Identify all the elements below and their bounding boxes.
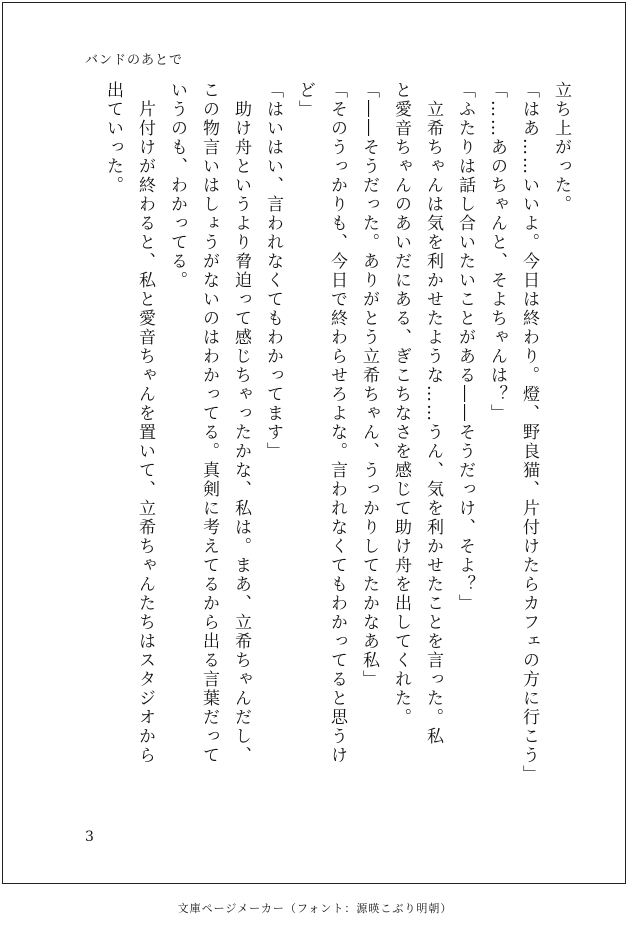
text-line: いうのも、わかってる。 [167, 81, 187, 290]
running-title: バンドのあとで [85, 53, 184, 68]
text-line: 片付けが終わると、私と愛音ちゃんを置いて、立希ちゃんたちはスタジオから [135, 81, 155, 765]
text-line: 「ふたりは話し合いたいことがある――そうだっけ、そよ？」 [455, 81, 475, 613]
text-line: 「――そうだった。ありがとう立希ちゃん、うっかりしてたかなあ私」 [359, 81, 379, 689]
text-line: と愛音ちゃんのあいだにある、ぎこちなさを感じて助け舟を出してくれた。 [391, 81, 411, 727]
page-number: 3 [85, 829, 94, 845]
text-line: 「そのうっかりも、今日で終わらせろよな。言われなくてもわかってると思うけ [327, 81, 347, 765]
text-line: 出ていった。 [103, 81, 123, 195]
text-line: 「はいはい、言われなくてもわかってます」 [263, 81, 283, 461]
text-line: 「……あのちゃんと、そよちゃんは？」 [487, 81, 507, 423]
footer-caption: 文庫ページメーカー（フォント：源暎こぶり明朝） [177, 902, 453, 915]
text-line: 立希ちゃんは気を利かせたような……うん、気を利かせたことを言った。私 [423, 81, 443, 746]
body-text [77, 81, 577, 821]
text-line: ど」 [295, 81, 315, 119]
text-line: 助け舟というより脅迫って感じちゃったかな、私は。まあ、立希ちゃんだし、 [231, 81, 251, 765]
text-line: この物言いはしょうがないのはわかってる。真剣に考えてるから出る言葉だって [199, 81, 219, 765]
text-line: 「はあ……いいよ。今日は終わり。燈、野良猫、片付けたらカフェの方に行こう」 [519, 81, 539, 784]
text-line: 立ち上がった。 [551, 81, 571, 214]
book-page [2, 2, 626, 884]
